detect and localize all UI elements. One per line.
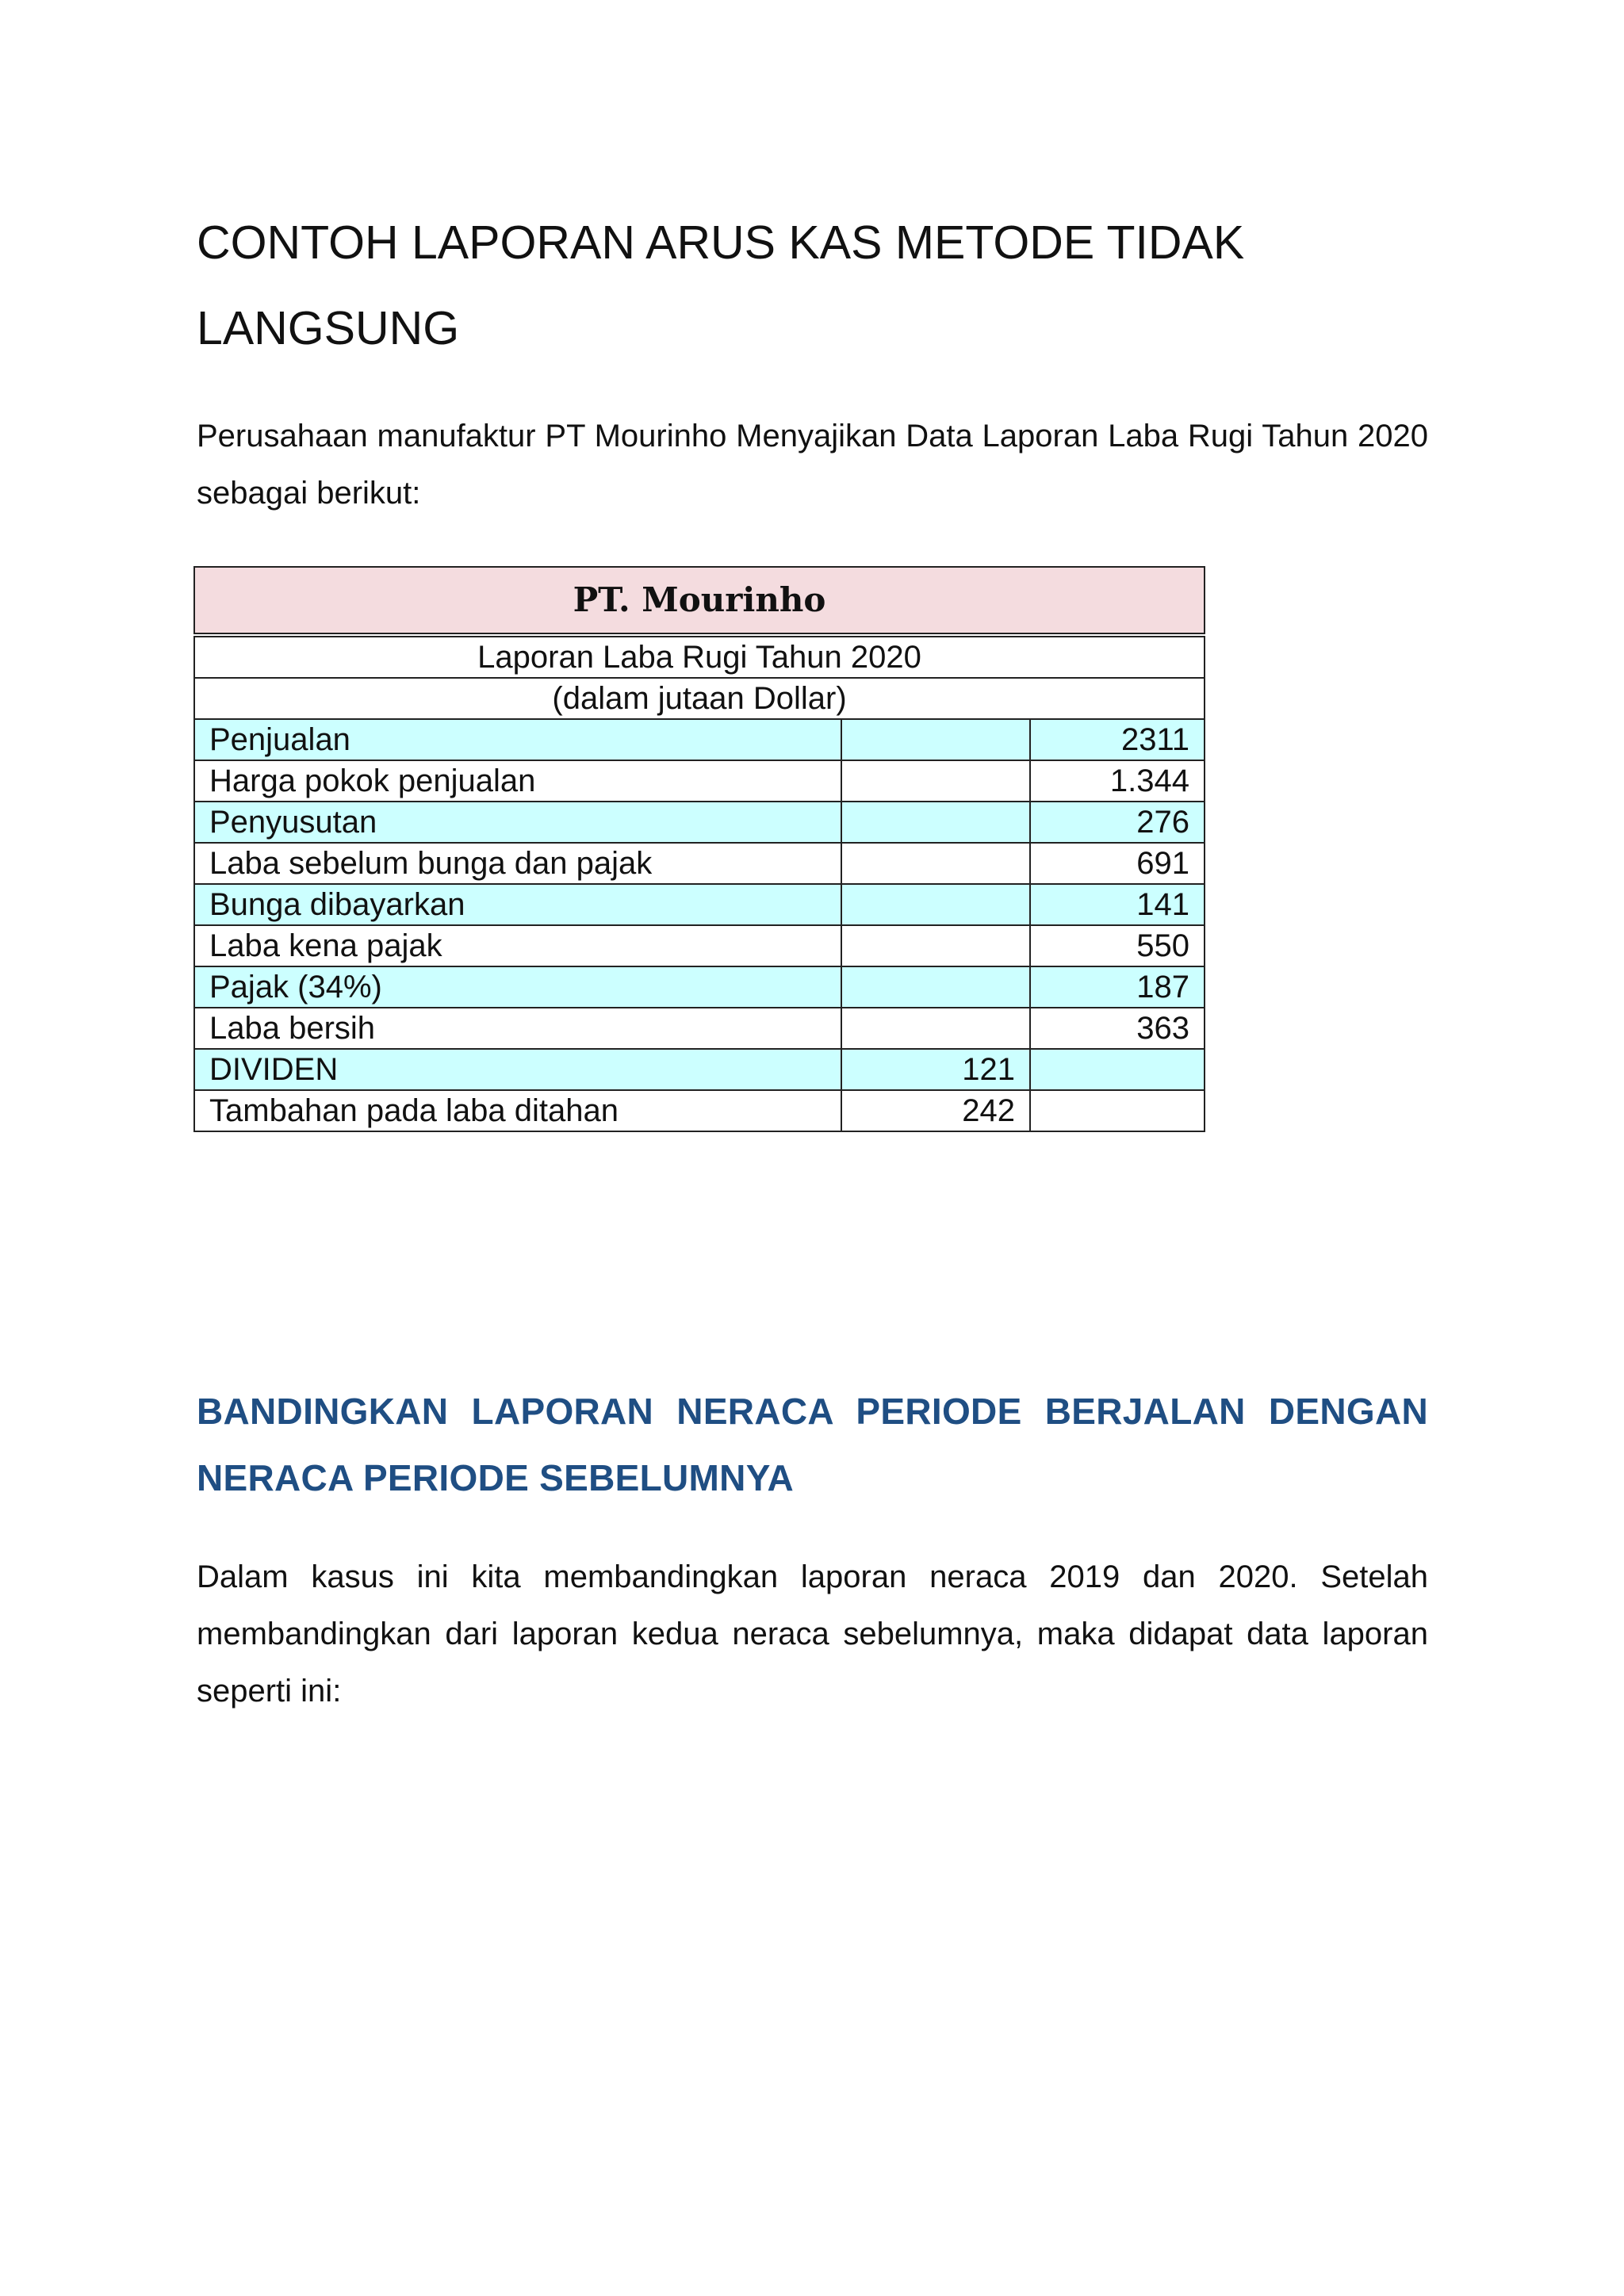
table-row: [194, 884, 1205, 925]
row-label: Bunga dibayarkan: [194, 884, 841, 925]
row-col2: [841, 719, 1030, 760]
row-label: Harga pokok penjualan: [194, 760, 841, 802]
row-label: Penjualan: [194, 719, 841, 760]
row-col2: 242: [841, 1090, 1030, 1131]
table-subtitle: Laporan Laba Rugi Tahun 2020: [194, 635, 1205, 678]
table-row: [194, 966, 1205, 1008]
row-col2: [841, 1008, 1030, 1049]
income-statement-table: [193, 566, 1204, 1132]
row-col2: [841, 966, 1030, 1008]
intro-paragraph: Perusahaan manufaktur PT Mourinho Menyajikan Data Laporan Laba Rugi Tahun 2020 sebagai berikut:: [197, 419, 1428, 511]
row-label: DIVIDEN: [194, 1049, 841, 1090]
row-col3: 1.344: [1030, 760, 1205, 802]
row-col3: 363: [1030, 1008, 1205, 1049]
row-label: Pajak (34%): [194, 966, 841, 1008]
table-unit: (dalam jutaan Dollar): [194, 678, 1205, 719]
table-company-header: PT. Mourinho: [194, 567, 1205, 635]
row-col3: 276: [1030, 802, 1205, 843]
row-label: Laba bersih: [194, 1008, 841, 1049]
table-row: [194, 925, 1205, 966]
row-col3: 141: [1030, 884, 1205, 925]
table-row: [194, 843, 1205, 884]
row-col3: 550: [1030, 925, 1205, 966]
row-col3: 187: [1030, 966, 1205, 1008]
row-label: Penyusutan: [194, 802, 841, 843]
table-row: [194, 760, 1205, 802]
section-heading: BANDINGKAN LAPORAN NERACA PERIODE BERJALAN DENGAN NERACA PERIODE SEBELUMNYA: [197, 1391, 1428, 1498]
table-row: [194, 1049, 1205, 1090]
row-col3: 2311: [1030, 719, 1205, 760]
row-col2: [841, 884, 1030, 925]
page-title: CONTOH LAPORAN ARUS KAS METODE TIDAK LANGSUNG: [197, 216, 1245, 354]
row-col2: [841, 925, 1030, 966]
row-col2: 121: [841, 1049, 1030, 1090]
row-col2: [841, 760, 1030, 802]
section-paragraph: Dalam kasus ini kita membandingkan laporan neraca 2019 dan 2020. Setelah membandingkan dari laporan kedua neraca sebelumnya, maka didapat data laporan seperti ini:: [197, 1559, 1428, 1709]
row-col2: [841, 802, 1030, 843]
row-label: Laba kena pajak: [194, 925, 841, 966]
table-row: [194, 1090, 1205, 1131]
row-col2: [841, 843, 1030, 884]
row-label: Laba sebelum bunga dan pajak: [194, 843, 841, 884]
row-label: Tambahan pada laba ditahan: [194, 1090, 841, 1131]
table-row: [194, 719, 1205, 760]
row-col3: 691: [1030, 843, 1205, 884]
row-col3: [1030, 1090, 1205, 1131]
table-row: [194, 802, 1205, 843]
row-col3: [1030, 1049, 1205, 1090]
table-row: [194, 1008, 1205, 1049]
